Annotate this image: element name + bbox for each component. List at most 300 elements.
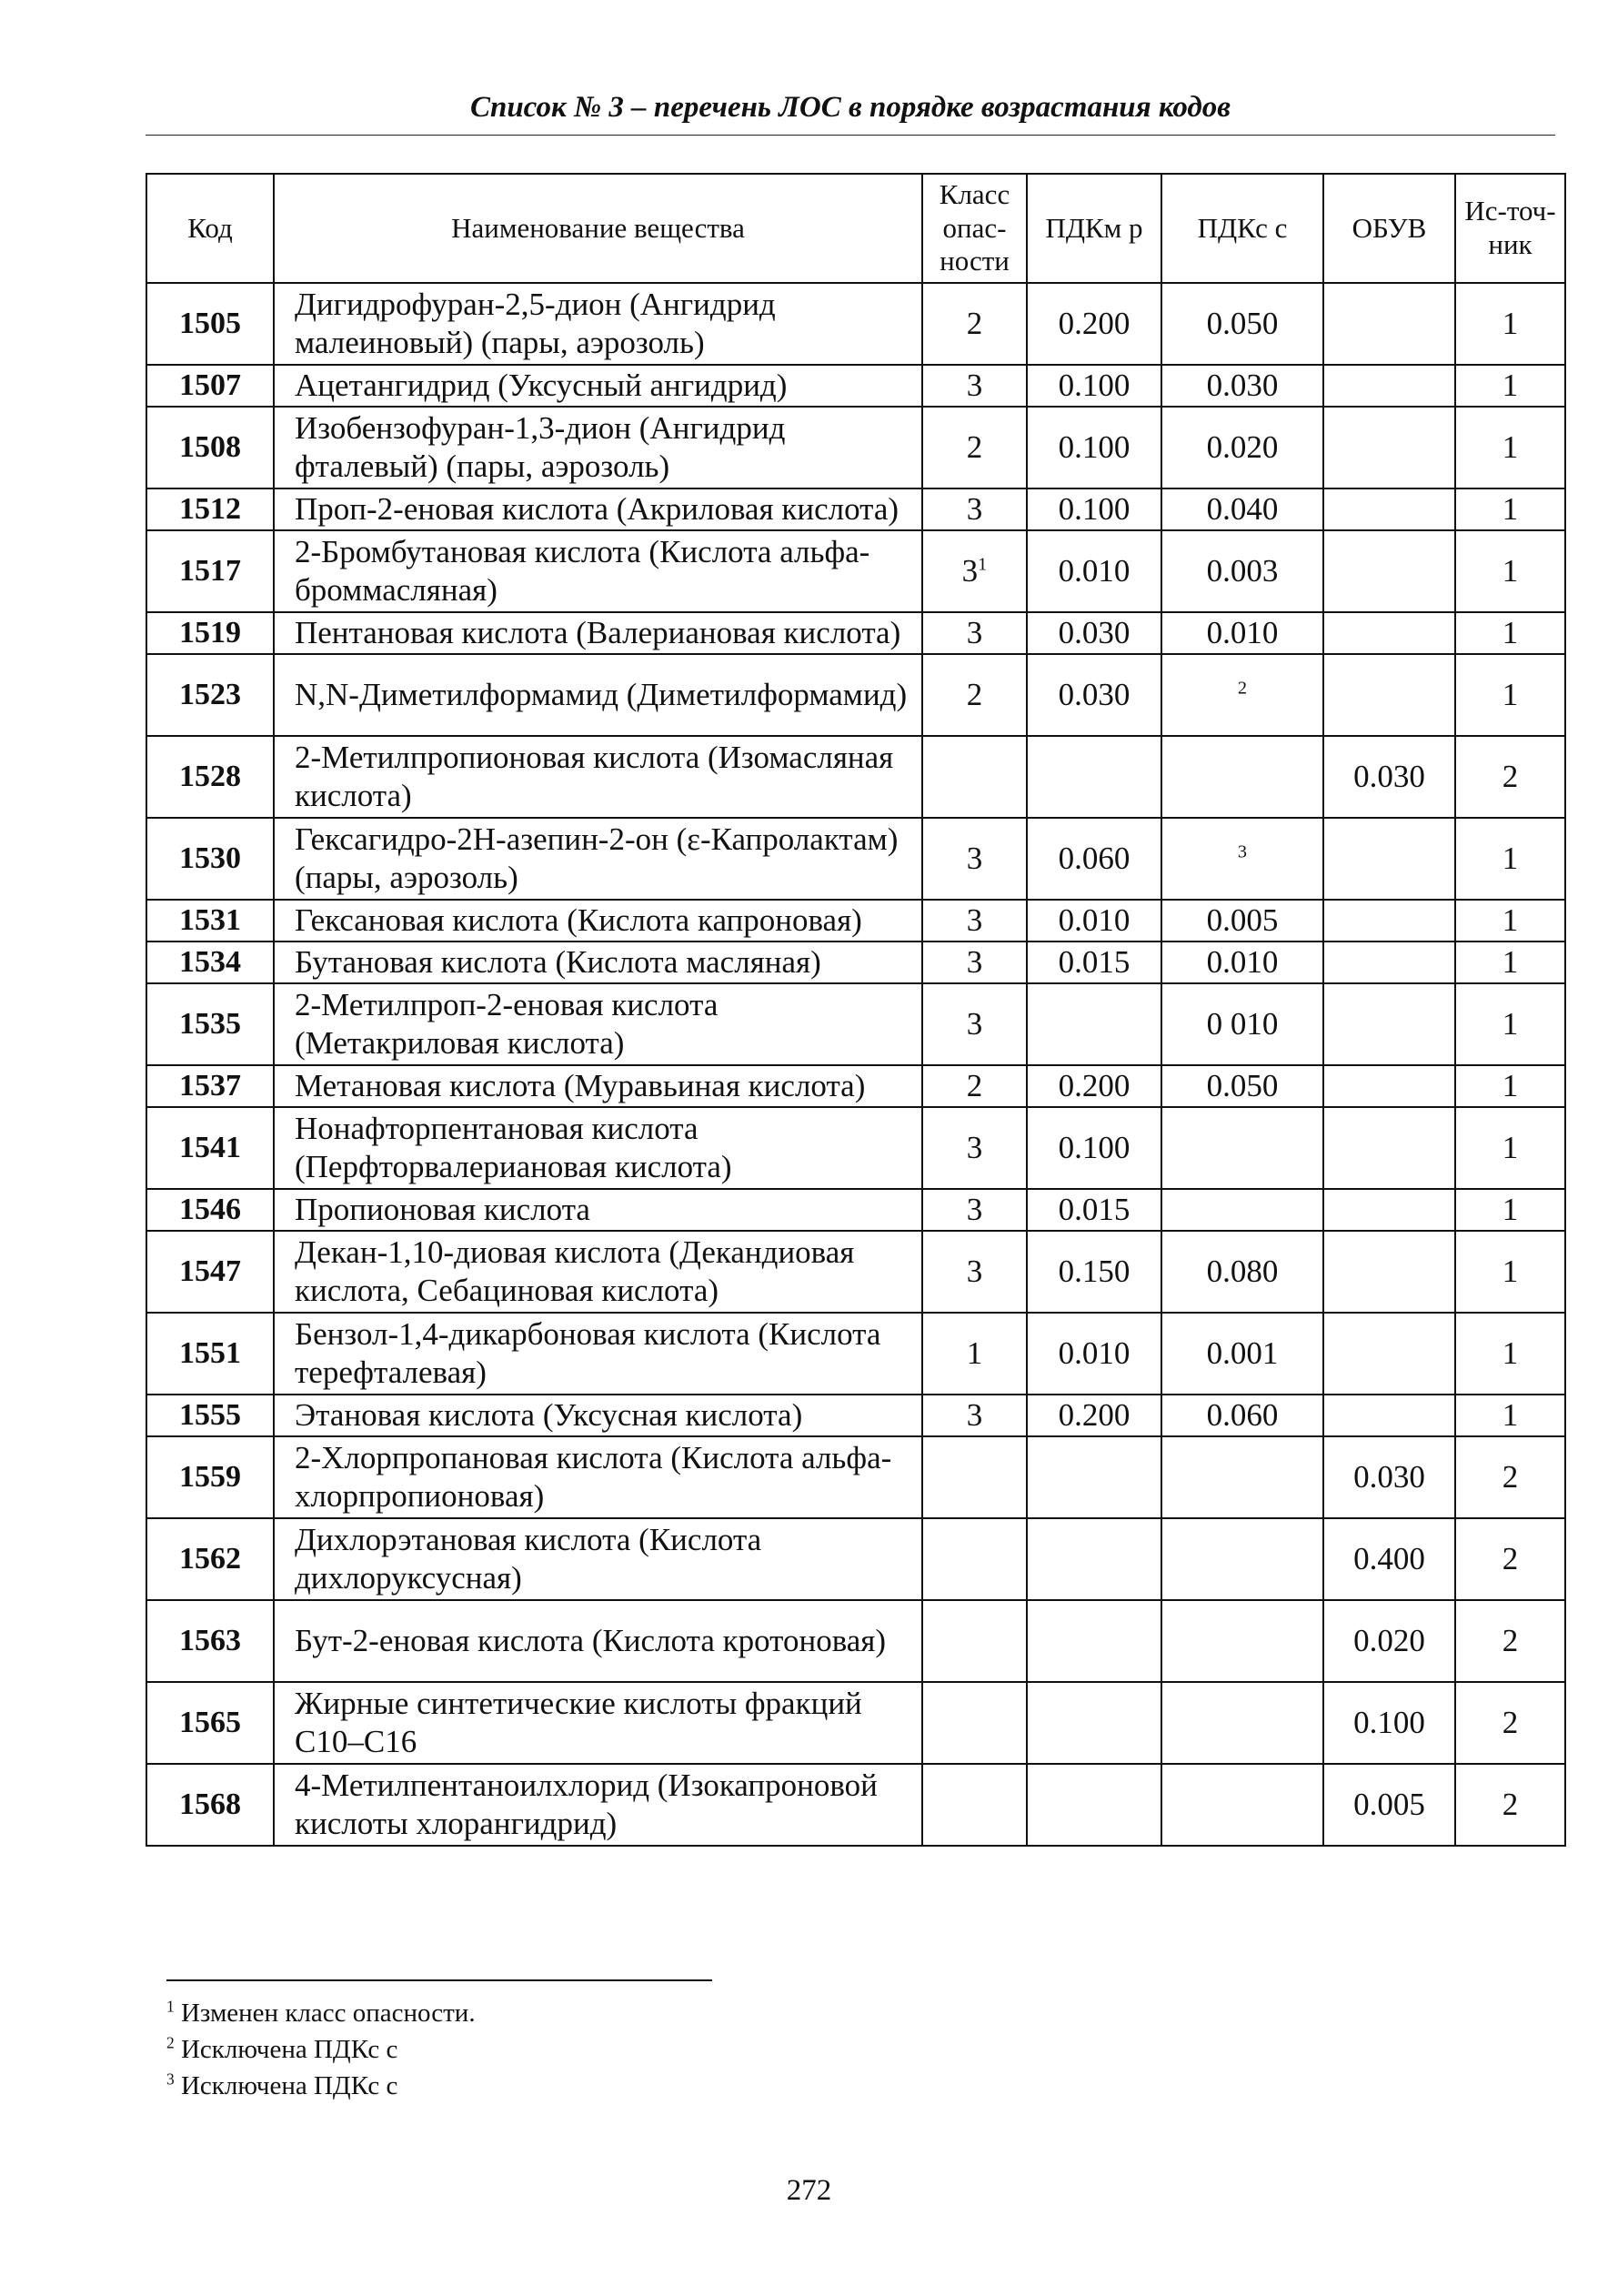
cell-code	[146, 1231, 274, 1313]
col-header-source: Ис-точ-ник	[1455, 174, 1565, 283]
cell-pdk-ss	[1161, 407, 1323, 488]
cell-code-value: 1537	[179, 1068, 241, 1103]
cell-code	[146, 1764, 274, 1846]
cell-hazard-value: 3	[966, 944, 983, 980]
table-row	[146, 530, 1565, 612]
cell-hazard	[922, 1682, 1027, 1764]
table-row	[146, 1065, 1565, 1107]
cell-source	[1455, 1518, 1565, 1600]
cell-hazard-value: 3	[966, 1006, 983, 1042]
cell-code-value: 1505	[179, 306, 241, 340]
cell-source-value: 1	[1502, 944, 1519, 980]
cell-name-value: Дихлорэтановая кислота (Кислота дихлоруксусная)	[295, 1522, 762, 1596]
table-row	[146, 1107, 1565, 1189]
footnote-mark: 1	[166, 1997, 175, 2016]
cell-source-value: 2	[1502, 1541, 1519, 1576]
table-row	[146, 1682, 1565, 1764]
cell-pdk-mr-value: 0.100	[1058, 491, 1131, 527]
cell-pdk-mr	[1027, 736, 1161, 818]
table-row	[146, 736, 1565, 818]
cell-code	[146, 1065, 274, 1107]
cell-pdk-ss	[1161, 612, 1323, 654]
cell-source-value: 1	[1502, 902, 1519, 938]
cell-pdk-ss	[1161, 1189, 1323, 1231]
cell-code	[146, 365, 274, 407]
cell-name	[274, 530, 922, 612]
cell-source-value: 1	[1502, 1192, 1519, 1227]
cell-name-value: 2-Хлорпропановая кислота (Кислота альфа-хлорпропионовая)	[295, 1440, 892, 1514]
cell-pdk-ss	[1161, 900, 1323, 942]
cell-name	[274, 283, 922, 365]
cell-hazard	[922, 1107, 1027, 1189]
cell-pdk-mr	[1027, 1436, 1161, 1518]
cell-hazard-value: 2	[966, 677, 983, 712]
page-number: 272	[786, 2174, 832, 2207]
cell-code	[146, 1436, 274, 1518]
cell-pdk-mr-value: 0.200	[1058, 306, 1131, 341]
cell-pdk-ss	[1161, 736, 1323, 818]
cell-hazard-value: 3	[966, 1397, 983, 1433]
cell-code-value: 1541	[179, 1130, 241, 1164]
cell-pdk-mr-value: 0.015	[1058, 1192, 1131, 1227]
cell-obuv	[1323, 530, 1455, 612]
cell-code	[146, 983, 274, 1065]
cell-name	[274, 1395, 922, 1436]
cell-name-value: Пентановая кислота (Валериановая кислота)	[295, 615, 901, 650]
cell-hazard	[922, 1764, 1027, 1846]
cell-obuv	[1323, 1764, 1455, 1846]
cell-source-value: 2	[1502, 1705, 1519, 1740]
cell-code-value: 1507	[179, 368, 241, 402]
col-header-name: Наименование вещества	[274, 174, 922, 283]
cell-name-value: Бут-2-еновая кислота (Кислота кротоновая)	[295, 1623, 887, 1658]
cell-source	[1455, 942, 1565, 983]
table-row	[146, 407, 1565, 488]
cell-hazard-footnote-ref: 1	[978, 554, 988, 575]
cell-pdk-ss	[1161, 1682, 1323, 1764]
cell-pdk-mr	[1027, 1313, 1161, 1395]
cell-obuv	[1323, 1107, 1455, 1189]
cell-hazard-value: 3	[961, 553, 979, 589]
cell-source	[1455, 365, 1565, 407]
cell-code-value: 1555	[179, 1397, 241, 1432]
cell-pdk-ss-value: 0.010	[1206, 615, 1279, 650]
cell-pdk-ss	[1161, 530, 1323, 612]
cell-source-value: 1	[1502, 841, 1519, 876]
cell-obuv	[1323, 818, 1455, 900]
cell-obuv	[1323, 283, 1455, 365]
cell-obuv	[1323, 736, 1455, 818]
cell-source	[1455, 407, 1565, 488]
cell-pdk-ss	[1161, 1518, 1323, 1600]
cell-code-value: 1508	[179, 429, 241, 464]
cell-pdk-mr	[1027, 1189, 1161, 1231]
cell-pdk-ss	[1161, 283, 1323, 365]
cell-pdk-mr-value: 0.200	[1058, 1397, 1131, 1433]
cell-code-value: 1523	[179, 677, 241, 711]
cell-source-value: 2	[1502, 1787, 1519, 1822]
cell-source	[1455, 1065, 1565, 1107]
footnote	[166, 1995, 476, 2031]
cell-hazard-value: 3	[966, 1130, 983, 1165]
cell-pdk-ss-footnote-ref: 3	[1237, 841, 1248, 862]
cell-source-value: 1	[1502, 306, 1519, 341]
cell-pdk-mr	[1027, 365, 1161, 407]
footnote-text: Изменен класс опасности.	[180, 1999, 476, 2028]
cell-obuv	[1323, 488, 1455, 530]
footnotes	[166, 1995, 476, 2104]
cell-code	[146, 488, 274, 530]
table-row	[146, 818, 1565, 900]
cell-source	[1455, 1764, 1565, 1846]
cell-name-value: Бензол-1,4-дикарбоновая кислота (Кислота терефталевая)	[295, 1316, 881, 1390]
cell-name	[274, 1682, 922, 1764]
cell-source	[1455, 1682, 1565, 1764]
cell-name	[274, 1189, 922, 1231]
cell-pdk-mr-value: 0.060	[1058, 841, 1131, 876]
cell-code	[146, 407, 274, 488]
cell-obuv	[1323, 365, 1455, 407]
table-row	[146, 942, 1565, 983]
cell-pdk-mr-value: 0.150	[1058, 1254, 1131, 1289]
cell-pdk-ss	[1161, 818, 1323, 900]
cell-code	[146, 1107, 274, 1189]
cell-name	[274, 365, 922, 407]
cell-source-value: 1	[1502, 1006, 1519, 1042]
cell-code	[146, 900, 274, 942]
cell-pdk-mr	[1027, 283, 1161, 365]
cell-hazard	[922, 736, 1027, 818]
cell-code-value: 1534	[179, 944, 241, 979]
cell-source	[1455, 1231, 1565, 1313]
cell-pdk-ss-value: 0.003	[1206, 553, 1279, 589]
cell-obuv	[1323, 983, 1455, 1065]
cell-name-value: Изобензофуран-1,3-дион (Ангидрид фталевый) (пары, аэрозоль)	[295, 410, 786, 484]
cell-source	[1455, 1395, 1565, 1436]
footnote	[166, 2068, 476, 2104]
cell-pdk-mr	[1027, 1231, 1161, 1313]
cell-hazard-value: 3	[966, 1254, 983, 1289]
cell-pdk-mr	[1027, 654, 1161, 736]
cell-pdk-mr	[1027, 407, 1161, 488]
cell-name	[274, 1764, 922, 1846]
cell-source-value: 2	[1502, 759, 1519, 794]
cell-name	[274, 1600, 922, 1682]
cell-source-value: 1	[1502, 429, 1519, 465]
cell-code-value: 1512	[179, 491, 241, 526]
cell-code-value: 1535	[179, 1006, 241, 1041]
cell-obuv	[1323, 1600, 1455, 1682]
cell-name	[274, 1313, 922, 1395]
cell-source-value: 1	[1502, 553, 1519, 589]
cell-hazard-value: 3	[966, 1192, 983, 1227]
cell-code-value: 1547	[179, 1254, 241, 1288]
cell-pdk-ss	[1161, 1231, 1323, 1313]
cell-pdk-mr-value: 0.010	[1058, 902, 1131, 938]
cell-code-value: 1519	[179, 615, 241, 650]
cell-code	[146, 818, 274, 900]
cell-pdk-ss	[1161, 1313, 1323, 1395]
cell-source-value: 1	[1502, 1068, 1519, 1103]
cell-obuv-value: 0.400	[1353, 1541, 1425, 1576]
cell-name-value: Гексановая кислота (Кислота капроновая)	[295, 902, 862, 938]
cell-code	[146, 1600, 274, 1682]
cell-source-value: 1	[1502, 491, 1519, 527]
cell-pdk-mr-value: 0.200	[1058, 1068, 1131, 1103]
cell-code	[146, 654, 274, 736]
col-header-code: Код	[146, 174, 274, 283]
cell-pdk-mr-value: 0.100	[1058, 1130, 1131, 1165]
table-row	[146, 900, 1565, 942]
cell-pdk-mr-value: 0.030	[1058, 615, 1131, 650]
cell-obuv	[1323, 654, 1455, 736]
cell-name	[274, 407, 922, 488]
cell-name-value: Гексагидро-2Н-азепин-2-он (ε-Капролактам) (пары, аэрозоль)	[295, 821, 899, 895]
cell-pdk-mr	[1027, 530, 1161, 612]
cell-obuv-value: 0.030	[1353, 759, 1425, 794]
footnote-text: Исключена ПДКс с	[180, 2071, 398, 2100]
cell-code-value: 1565	[179, 1705, 241, 1739]
cell-pdk-ss-value: 0.060	[1206, 1397, 1279, 1433]
cell-hazard	[922, 1600, 1027, 1682]
cell-name	[274, 1436, 922, 1518]
cell-source	[1455, 1189, 1565, 1231]
cell-source-value: 1	[1502, 1335, 1519, 1371]
cell-name	[274, 900, 922, 942]
col-header-pdk-mr: ПДКм р	[1027, 174, 1161, 283]
table-row	[146, 1600, 1565, 1682]
cell-pdk-ss-value: 0.080	[1206, 1254, 1279, 1289]
table-row	[146, 1231, 1565, 1313]
cell-hazard-value: 3	[966, 902, 983, 938]
cell-name-value: 2-Бромбутановая кислота (Кислота альфа-броммасляная)	[295, 534, 870, 608]
cell-pdk-ss	[1161, 488, 1323, 530]
list-title: Список № 3 – перечень ЛОС в порядке возрастания кодов	[469, 91, 1231, 124]
cell-code	[146, 1313, 274, 1395]
cell-hazard-value: 3	[966, 491, 983, 527]
cell-code	[146, 736, 274, 818]
cell-source	[1455, 1600, 1565, 1682]
cell-pdk-mr	[1027, 1518, 1161, 1600]
cell-obuv	[1323, 1189, 1455, 1231]
cell-hazard	[922, 818, 1027, 900]
cell-name-value: Дигидрофуран-2,5-дион (Ангидрид малеиновый) (пары, аэрозоль)	[295, 287, 776, 360]
cell-pdk-ss	[1161, 365, 1323, 407]
table-row	[146, 488, 1565, 530]
cell-hazard	[922, 1395, 1027, 1436]
cell-pdk-mr-value: 0.010	[1058, 1335, 1131, 1371]
cell-source-value: 2	[1502, 1459, 1519, 1495]
cell-pdk-mr-value: 0.030	[1058, 677, 1131, 712]
cell-code	[146, 1682, 274, 1764]
cell-pdk-mr	[1027, 1107, 1161, 1189]
cell-hazard	[922, 1189, 1027, 1231]
cell-name	[274, 488, 922, 530]
cell-hazard-value: 3	[966, 368, 983, 403]
cell-code	[146, 942, 274, 983]
cell-pdk-ss-value: 0.030	[1206, 368, 1279, 403]
cell-pdk-mr	[1027, 818, 1161, 900]
col-header-obuv: ОБУВ	[1323, 174, 1455, 283]
cell-pdk-mr-value: 0.015	[1058, 944, 1131, 980]
cell-hazard	[922, 488, 1027, 530]
cell-name	[274, 942, 922, 983]
cell-hazard-value: 2	[966, 306, 983, 341]
cell-name-value: Нонафторпентановая кислота (Перфторвалериановая кислота)	[295, 1111, 732, 1184]
cell-pdk-mr-value: 0.010	[1058, 553, 1131, 589]
cell-hazard	[922, 1436, 1027, 1518]
cell-name-value: Пропионовая кислота	[295, 1192, 590, 1227]
cell-obuv	[1323, 1065, 1455, 1107]
cell-code-value: 1562	[179, 1541, 241, 1576]
cell-pdk-ss	[1161, 942, 1323, 983]
cell-obuv	[1323, 1395, 1455, 1436]
cell-code-value: 1568	[179, 1787, 241, 1821]
table-row	[146, 983, 1565, 1065]
cell-pdk-mr-value: 0.100	[1058, 368, 1131, 403]
cell-name-value: Ацетангидрид (Уксусный ангидрид)	[295, 368, 788, 403]
cell-hazard-value: 3	[966, 841, 983, 876]
cell-source-value: 1	[1502, 1254, 1519, 1289]
cell-obuv	[1323, 1682, 1455, 1764]
cell-source	[1455, 818, 1565, 900]
footnote-rule	[166, 1979, 712, 1981]
cell-code	[146, 283, 274, 365]
cell-source	[1455, 283, 1565, 365]
cell-name	[274, 1518, 922, 1600]
cell-obuv-value: 0.005	[1353, 1787, 1425, 1822]
cell-code	[146, 1518, 274, 1600]
cell-name	[274, 818, 922, 900]
cell-pdk-ss	[1161, 1395, 1323, 1436]
cell-pdk-ss-value: 0.050	[1206, 1068, 1279, 1103]
cell-pdk-mr	[1027, 488, 1161, 530]
cell-code	[146, 612, 274, 654]
table-row	[146, 612, 1565, 654]
cell-name-value: 2-Метилпроп-2-еновая кислота (Метакриловая кислота)	[295, 987, 719, 1061]
cell-source	[1455, 1313, 1565, 1395]
cell-name-value: Этановая кислота (Уксусная кислота)	[295, 1397, 803, 1433]
cell-pdk-mr-value: 0.100	[1058, 429, 1131, 465]
cell-name-value: Жирные синтетические кислоты фракций С10–С16	[295, 1686, 862, 1759]
cell-name	[274, 1107, 922, 1189]
cell-pdk-mr	[1027, 1600, 1161, 1682]
cell-source	[1455, 1107, 1565, 1189]
cell-pdk-ss-value: 0.010	[1206, 944, 1279, 980]
cell-pdk-ss-value: 0.005	[1206, 902, 1279, 938]
cell-name	[274, 1065, 922, 1107]
cell-hazard-value: 3	[966, 615, 983, 650]
table-row	[146, 365, 1565, 407]
cell-name	[274, 983, 922, 1065]
cell-name-value: Декан-1,10-диовая кислота (Декандиовая кислота, Себациновая кислота)	[295, 1234, 855, 1308]
cell-obuv-value: 0.030	[1353, 1459, 1425, 1495]
cell-hazard	[922, 1313, 1027, 1395]
cell-pdk-ss-footnote-ref: 2	[1237, 678, 1248, 699]
cell-source-value: 1	[1502, 1397, 1519, 1433]
table-row	[146, 1764, 1565, 1846]
footnote-mark: 3	[166, 2069, 175, 2089]
cell-pdk-ss	[1161, 1764, 1323, 1846]
cell-pdk-ss	[1161, 1436, 1323, 1518]
cell-source-value: 1	[1502, 368, 1519, 403]
cell-pdk-ss-value: 0.050	[1206, 306, 1279, 341]
cell-name-value: Проп-2-еновая кислота (Акриловая кислота)	[295, 491, 899, 527]
cell-name-value: 2-Метилпропионовая кислота (Изомасляная кислота)	[295, 740, 894, 813]
cell-source	[1455, 900, 1565, 942]
cell-pdk-mr	[1027, 983, 1161, 1065]
cell-code-value: 1563	[179, 1623, 241, 1657]
cell-hazard	[922, 654, 1027, 736]
cell-hazard	[922, 530, 1027, 612]
table-row	[146, 654, 1565, 736]
cell-code-value: 1528	[179, 759, 241, 793]
cell-pdk-mr	[1027, 1065, 1161, 1107]
cell-code-value: 1530	[179, 841, 241, 875]
cell-obuv	[1323, 1436, 1455, 1518]
cell-name-value: N,N-Диметилформамид (Диметилформамид)	[295, 677, 908, 712]
cell-name	[274, 654, 922, 736]
footnote-mark: 2	[166, 2033, 175, 2052]
table-row	[146, 1518, 1565, 1600]
cell-source	[1455, 1436, 1565, 1518]
cell-source	[1455, 654, 1565, 736]
cell-name	[274, 736, 922, 818]
col-header-hazard: Класс опас-ности	[922, 174, 1027, 283]
cell-pdk-ss-value: 0.040	[1206, 491, 1279, 527]
cell-pdk-ss	[1161, 1107, 1323, 1189]
cell-pdk-ss-value: 0 010	[1206, 1006, 1279, 1042]
cell-name-value: 4-Метилпентаноилхлорид (Изокапроновой кислоты хлорангидрид)	[295, 1767, 878, 1841]
substances-table	[146, 173, 1566, 1847]
cell-hazard	[922, 612, 1027, 654]
table-row	[146, 1313, 1565, 1395]
cell-code	[146, 1395, 274, 1436]
cell-pdk-mr	[1027, 1395, 1161, 1436]
cell-source	[1455, 736, 1565, 818]
cell-obuv	[1323, 1313, 1455, 1395]
cell-pdk-mr	[1027, 612, 1161, 654]
cell-hazard-value: 1	[966, 1335, 983, 1371]
cell-hazard	[922, 1518, 1027, 1600]
cell-pdk-ss	[1161, 983, 1323, 1065]
cell-obuv	[1323, 1231, 1455, 1313]
cell-code	[146, 1189, 274, 1231]
cell-hazard	[922, 365, 1027, 407]
cell-source-value: 1	[1502, 615, 1519, 650]
cell-source-value: 1	[1502, 677, 1519, 712]
cell-source	[1455, 612, 1565, 654]
cell-pdk-ss	[1161, 654, 1323, 736]
col-header-pdk-ss: ПДКс с	[1161, 174, 1323, 283]
cell-obuv-value: 0.100	[1353, 1705, 1425, 1740]
cell-source	[1455, 488, 1565, 530]
cell-obuv	[1323, 900, 1455, 942]
table-row	[146, 283, 1565, 365]
cell-hazard	[922, 283, 1027, 365]
cell-code-value: 1546	[179, 1192, 241, 1226]
cell-pdk-ss-value: 0.001	[1206, 1335, 1279, 1371]
cell-pdk-mr	[1027, 1682, 1161, 1764]
cell-obuv	[1323, 407, 1455, 488]
cell-code-value: 1551	[179, 1335, 241, 1370]
cell-pdk-mr	[1027, 942, 1161, 983]
cell-hazard	[922, 900, 1027, 942]
cell-code-value: 1559	[179, 1459, 241, 1494]
cell-source-value: 1	[1502, 1130, 1519, 1165]
table-row	[146, 1436, 1565, 1518]
cell-pdk-ss	[1161, 1600, 1323, 1682]
